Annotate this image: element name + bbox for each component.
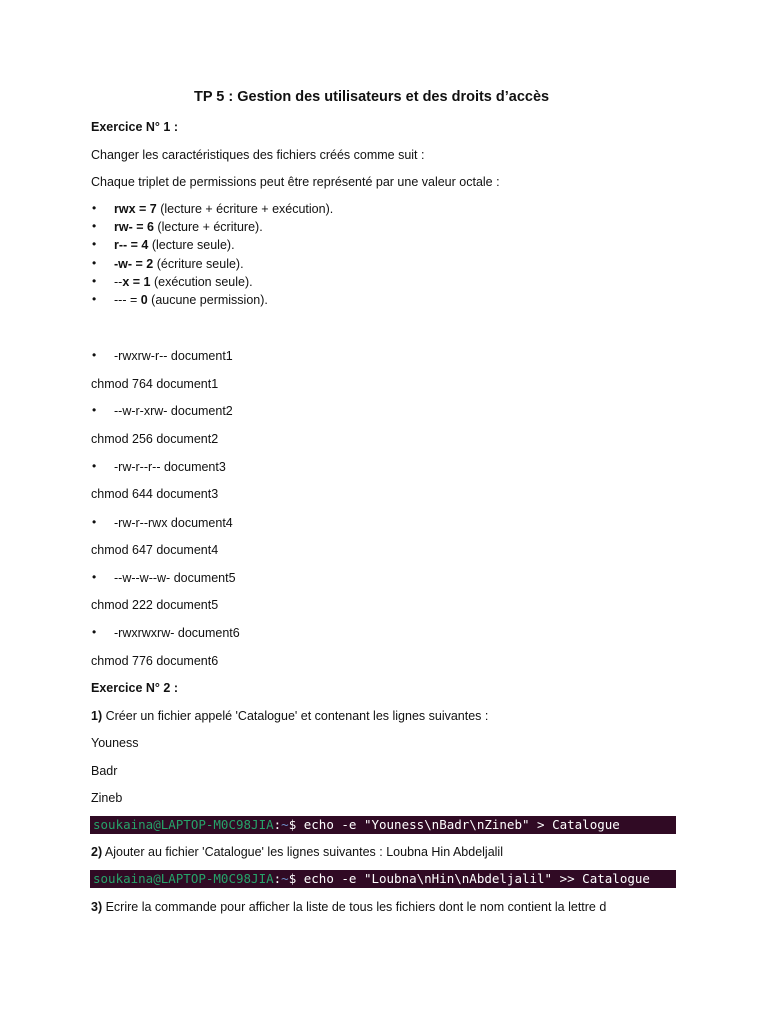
bullet-icon: • <box>92 570 97 584</box>
terminal-user: soukaina@LAPTOP-M0C98JIA <box>93 817 274 832</box>
terminal-command: $ echo -e "Loubna\nHin\nAbdeljalil" >> Catalogue <box>288 871 650 886</box>
bullet-icon: • <box>92 201 97 215</box>
permission-item: -w- = 2 (écriture seule). <box>114 257 244 271</box>
exercise-2-heading: Exercice N° 2 : <box>91 681 178 695</box>
chmod-command: chmod 647 document4 <box>91 543 219 557</box>
bullet-icon: • <box>92 237 97 251</box>
permission-item: --x = 1 (exécution seule). <box>114 275 253 289</box>
bullet-icon: • <box>92 459 97 473</box>
bullet-icon: • <box>92 403 97 417</box>
page-title: TP 5 : Gestion des utilisateurs et des droits d’accès <box>194 89 550 105</box>
chmod-command: chmod 644 document3 <box>91 487 219 501</box>
bullet-icon: • <box>92 274 97 288</box>
bullet-icon: • <box>92 625 97 639</box>
terminal-command: $ echo -e "Youness\nBadr\nZineb" > Catalogue <box>288 817 620 832</box>
file-permission: -rw-r--r-- document3 <box>114 460 226 474</box>
terminal-screenshot-2: soukaina@LAPTOP-M0C98JIA:~$ echo -e "Loubna\nHin\nAbdeljalil" >> Catalogue <box>90 870 676 888</box>
file-permission: --w--w--w- document5 <box>114 571 236 585</box>
catalogue-line: Youness <box>91 736 139 750</box>
question-1: 1) Créer un fichier appelé 'Catalogue' et contenant les lignes suivantes : <box>91 709 489 723</box>
file-permission: -rwxrw-r-- document1 <box>114 349 233 363</box>
permission-item: r-- = 4 (lecture seule). <box>114 238 235 252</box>
chmod-command: chmod 256 document2 <box>91 432 219 446</box>
catalogue-line: Zineb <box>91 791 123 805</box>
permission-item: --- = 0 (aucune permission). <box>114 293 268 307</box>
file-permission: --w-r-xrw- document2 <box>114 404 233 418</box>
terminal-screenshot-1: soukaina@LAPTOP-M0C98JIA:~$ echo -e "Youness\nBadr\nZineb" > Catalogue <box>90 816 676 834</box>
chmod-command: chmod 222 document5 <box>91 598 219 612</box>
exercise-1-heading: Exercice N° 1 : <box>91 120 178 134</box>
bullet-icon: • <box>92 348 97 362</box>
bullet-icon: • <box>92 515 97 529</box>
file-permission: -rwxrwxrw- document6 <box>114 626 240 640</box>
chmod-command: chmod 776 document6 <box>91 654 219 668</box>
terminal-path: ~ <box>281 871 289 886</box>
bullet-icon: • <box>92 292 97 306</box>
permission-item: rwx = 7 (lecture + écriture + exécution). <box>114 202 334 216</box>
bullet-icon: • <box>92 256 97 270</box>
bullet-icon: • <box>92 219 97 233</box>
question-3: 3) Ecrire la commande pour afficher la liste de tous les fichiers dont le nom contient la lettre d <box>91 900 607 914</box>
terminal-path: ~ <box>281 817 289 832</box>
terminal-user: soukaina@LAPTOP-M0C98JIA <box>93 871 274 886</box>
exercise-1-intro: Changer les caractéristiques des fichiers créés comme suit : <box>91 148 425 162</box>
question-2: 2) Ajouter au fichier 'Catalogue' les lignes suivantes : Loubna Hin Abdeljalil <box>91 845 503 859</box>
file-permission: -rw-r--rwx document4 <box>114 516 233 530</box>
permission-item: rw- = 6 (lecture + écriture). <box>114 220 263 234</box>
chmod-command: chmod 764 document1 <box>91 377 219 391</box>
catalogue-line: Badr <box>91 764 118 778</box>
octal-intro: Chaque triplet de permissions peut être représenté par une valeur octale : <box>91 175 500 189</box>
